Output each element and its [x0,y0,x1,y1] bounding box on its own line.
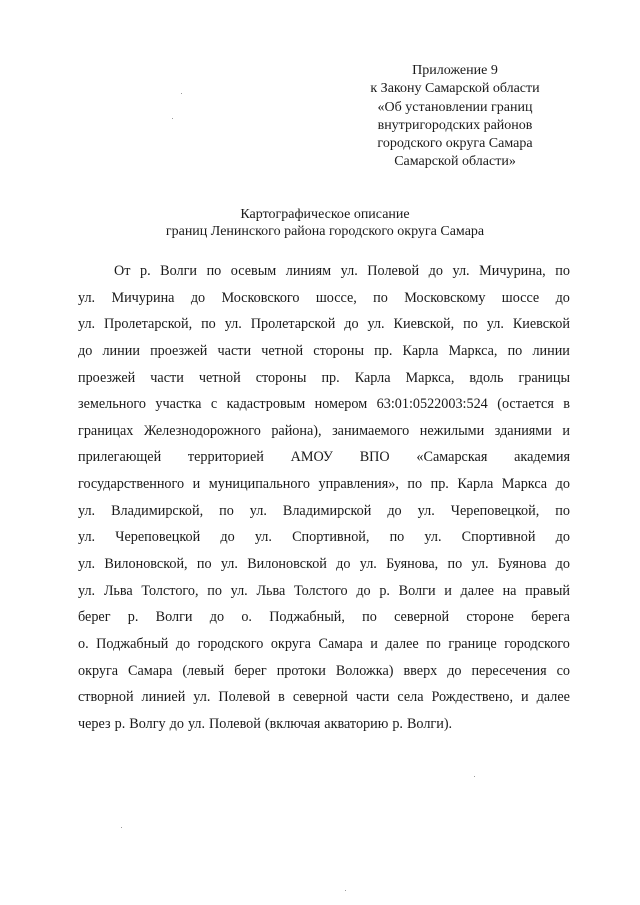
word: городского [197,635,264,652]
word: От [114,263,131,279]
paragraph-line [78,604,570,631]
word: прилегающей [78,449,162,466]
word: городского [504,635,570,652]
word: «Самарская [416,449,488,466]
word: до [555,556,570,573]
word: до [447,662,462,679]
word: по [206,263,222,279]
word: Поджабный, [269,609,345,626]
word: северной [394,609,450,626]
title-line: границ Ленинского района городского округа Самара [165,224,485,239]
paragraph-line [78,524,570,551]
word: четной [198,369,241,386]
word: Череповецкой [115,529,201,546]
word: ул. [340,263,358,279]
word: ул. [224,316,242,333]
word: округа [78,662,119,679]
appendix-line: «Об установлении границ [377,99,533,115]
word: части [355,689,390,706]
word: до [344,316,359,333]
word: номером [314,396,368,413]
word: проезжей [78,369,136,386]
word: части [150,369,184,386]
word: осевым [230,263,277,279]
word: Спортивной [461,529,536,546]
word: ул. [187,715,206,732]
paragraph-line [78,711,570,738]
word: района), [271,422,322,439]
word: ул. [367,316,385,333]
word: Маркса, [448,342,498,359]
word: ВПО [359,449,390,466]
word: по [555,263,570,279]
word: Маркса, [405,369,455,386]
word: ул. [193,689,211,706]
word: Самара [318,635,363,652]
word: Мичурина [111,289,175,306]
word: округа [270,635,311,652]
word: нежилыми [419,422,485,439]
word: по [463,316,478,333]
word: АМОУ [290,449,333,466]
word: ул. [230,582,248,599]
word: далее [460,582,494,599]
appendix-line: городского округа Самара [377,136,533,152]
word: границах [78,422,134,439]
word: Владимирской [282,502,372,519]
word: до [428,263,443,279]
word: стороне [466,609,514,626]
word: ул. [486,316,504,333]
paragraph-line [78,471,570,498]
word: кадастровым [226,396,306,413]
word: села [397,689,424,706]
word: Мичурина, [479,263,546,279]
word: до [555,529,570,546]
word: академия [514,449,570,466]
word: вверх [403,662,438,679]
paragraph-line [78,684,570,711]
word: занимаемого [332,422,410,439]
word: ул. [359,556,377,573]
word: Маркса [501,476,548,493]
word: и [521,689,529,706]
description-paragraph [78,258,570,738]
word: берега [531,609,570,626]
word: Пролетарской, [104,316,193,333]
word: Полевой [209,715,261,732]
word: и [370,635,378,652]
word: с [210,396,218,413]
word: пересечения [471,662,547,679]
word: северной [292,689,348,706]
scan-speck [474,776,475,777]
paragraph-line [78,444,570,471]
word: р. [379,582,390,599]
word: и [562,422,570,439]
word: Киевской, [393,316,455,333]
scan-speck [172,118,173,119]
word: Полевой [367,263,420,279]
word: (включая [264,715,321,732]
word: берег [78,609,111,626]
appendix-header [340,62,570,172]
word: Льва [103,582,133,599]
word: и [192,476,201,493]
word: ул. [78,556,96,573]
word: акваторию [324,715,389,732]
word: Железнодорожного [143,422,261,439]
word: четной [261,342,304,359]
paragraph-line [78,258,570,285]
word: Поджабный [96,635,169,652]
word: по [407,476,423,493]
word: до [190,289,206,306]
word: пр. [430,476,449,493]
paragraph-line [78,551,570,578]
word: по [389,529,405,546]
word: правый [525,582,570,599]
word: до [78,342,93,359]
word: р. [392,715,403,732]
word: Воложка) [335,662,394,679]
word: 63:01:0522003:524 [376,396,488,413]
word: стороны [313,342,364,359]
word: Рождествено, [431,689,514,706]
word: до [387,502,402,519]
paragraph-line [78,311,570,338]
word: Буянова [497,556,547,573]
word: далее [385,635,419,652]
word: Спортивной, [292,529,370,546]
word: Льва [256,582,286,599]
word: о. [241,609,252,626]
word: р. [127,609,139,626]
word: Череповецкой, [450,502,540,519]
word: Киевской [512,316,570,333]
word: ул. [471,556,489,573]
word: до [169,715,184,732]
scan-speck [181,93,182,94]
word: Волгу [129,715,166,732]
word: ул. [78,529,96,546]
word: Полевой [218,689,271,706]
paragraph-line [78,391,570,418]
paragraph-line [78,658,570,685]
scan-speck [345,890,346,891]
word: ул. [254,529,272,546]
word: Толстого [294,582,348,599]
word: протоки [276,662,326,679]
word: границы [518,369,570,386]
word: ул. [78,316,96,333]
word: по [507,342,523,359]
word: Вилоновской, [104,556,188,573]
word: по [373,289,388,306]
word: до [555,289,570,306]
word: на [502,582,517,599]
word: берег [234,662,267,679]
word: шоссе, [315,289,357,306]
word: Буянова, [386,556,439,573]
word: по [196,556,212,573]
scan-speck [121,827,122,828]
word: Московского [221,289,300,306]
word: Волги [160,263,198,279]
word: Толстого, [141,582,199,599]
word: ул. [417,502,435,519]
word: земельного [78,396,146,413]
word: вдоль [469,369,504,386]
word: по [362,609,377,626]
appendix-line: внутригородских районов [377,117,533,133]
appendix-line: Приложение 9 [412,63,498,78]
word: Карла [457,476,494,493]
paragraph-line [78,418,570,445]
word: зданиями [494,422,552,439]
word: до [209,609,225,626]
word: линии [102,342,140,359]
paragraph-line [78,498,570,525]
word: линией [141,689,186,706]
word: пр. [374,342,393,359]
word: части [217,342,252,359]
document-title [90,206,560,240]
word: Карла [354,369,391,386]
word: в [278,689,285,706]
word: пр. [321,369,340,386]
word: муниципального [208,476,311,493]
word: Волги [155,609,193,626]
paragraph-line [78,631,570,658]
word: Волги). [406,715,453,732]
word: через [78,715,111,732]
word: ул. [452,263,470,279]
word: ул. [249,502,267,519]
word: р. [139,263,151,279]
word: о. [78,635,89,652]
word: по [219,502,234,519]
word: стороны [255,369,307,386]
word: территорией [187,449,264,466]
word: далее [536,689,570,706]
word: р. [114,715,126,732]
word: и [444,582,452,599]
word: ул. [220,556,238,573]
word: (левый [182,662,225,679]
paragraph-line [78,285,570,312]
word: шоссе [501,289,540,306]
word: до [175,635,191,652]
word: по [426,635,441,652]
appendix-line: к Закону Самарской области [370,81,540,97]
word: Владимирской, [111,502,204,519]
word: проезжей [150,342,208,359]
word: Вилоновской [247,556,327,573]
word: ул. [78,582,96,599]
paragraph-line [78,365,570,392]
word: участка [155,396,202,413]
word: до [220,529,235,546]
word: государственного [78,476,185,493]
word: со [556,662,570,679]
word: ул. [424,529,442,546]
word: до [555,476,570,493]
word: Самара [128,662,173,679]
word: (остается [497,396,554,413]
appendix-line: Самарской области» [394,154,516,170]
word: Волги [398,582,436,599]
word: Пролетарской [250,316,336,333]
word: створной [78,689,134,706]
word: Карла [402,342,439,359]
word: по [555,502,570,519]
word: по [207,582,222,599]
word: ул. [78,502,96,519]
word: до [336,556,351,573]
word: по [201,316,216,333]
word: линиям [285,263,332,279]
word: Московскому [404,289,486,306]
word: ул. [78,289,96,306]
paragraph-line [78,338,570,365]
paragraph-line [78,578,570,605]
word: управления», [318,476,399,493]
word: границе [448,635,497,652]
word: линии [532,342,570,359]
title-line: Картографическое описание [240,207,410,222]
word: по [447,556,463,573]
word: в [563,396,570,413]
word: до [356,582,371,599]
